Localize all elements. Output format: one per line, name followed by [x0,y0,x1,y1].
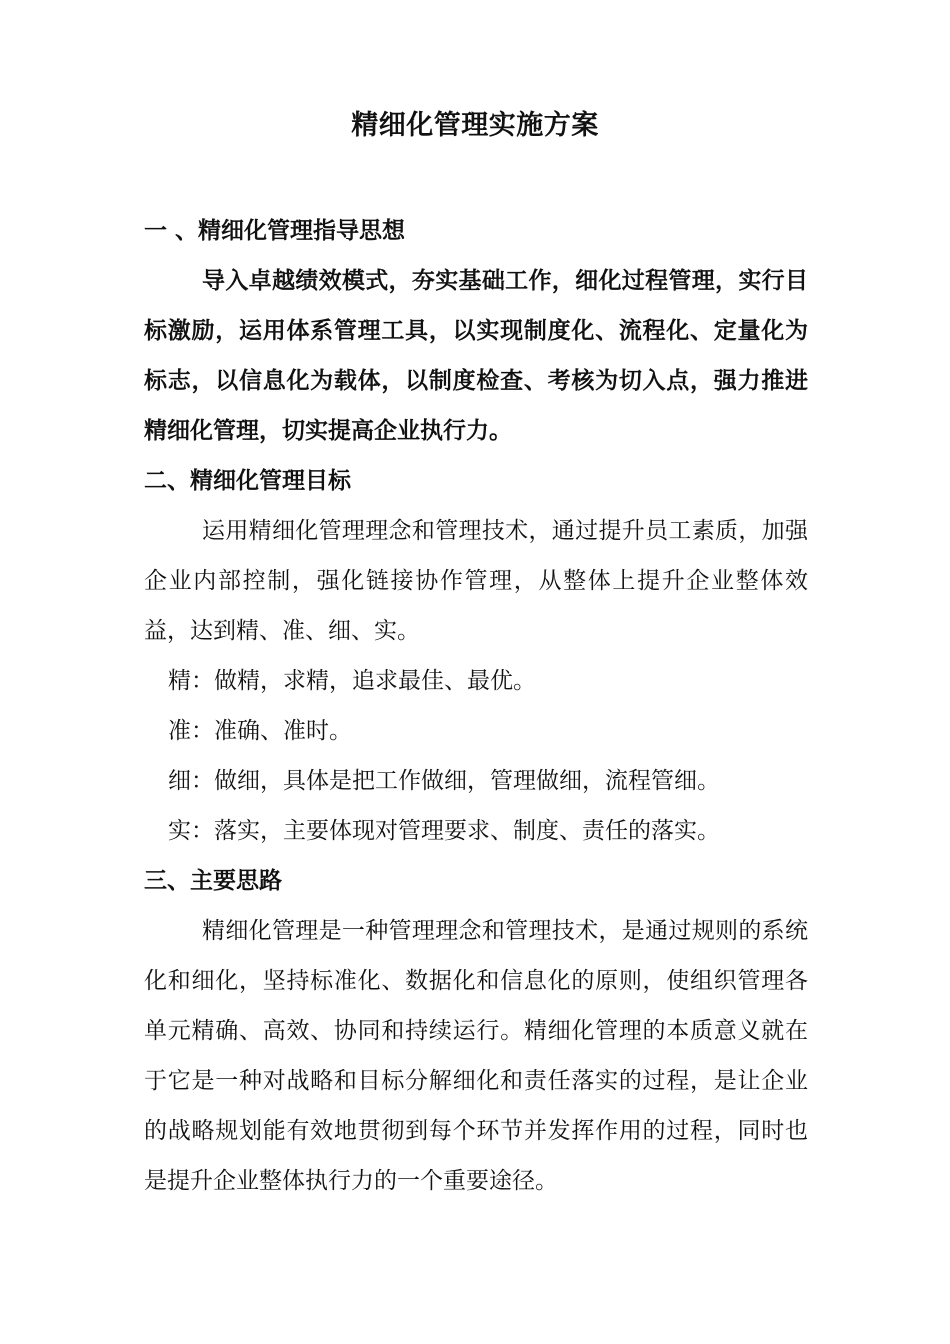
definition-item-zhun: 准：准确、准时。 [168,718,352,744]
section-paragraph-main-approach: 精细化管理是一种管理理念和管理技术，是通过规则的系统化和细化，坚持标准化、数据化和信息化的原则，使组织管理各单元精确、高效、协同和持续运行。精细化管理的本质意义就在于它是一种对战略和目标分解细化和责任落实的过程，是让企业的战略规划能有效地贯彻到每个环节并发挥作用的过程，同时也是提升企业整体执行力的一个重要途径。 [144,918,808,1194]
definition-item-jing: 精：做精，求精，追求最佳、最优。 [168,668,536,694]
definition-item-shi: 实：落实，主要体现对管理要求、制度、责任的落实。 [168,818,720,844]
document-body [144,206,808,1206]
section-paragraph-goals: 运用精细化管理理念和管理技术，通过提升员工素质，加强企业内部控制，强化链接协作管理，从整体上提升企业整体效益，达到精、准、细、实。 [144,518,808,644]
section-heading-main-approach: 三、主要思路 [144,868,282,894]
section-heading-goals: 二、精细化管理目标 [144,468,351,494]
document-title: 精细化管理实施方案 [351,110,599,141]
definition-item-xi: 细：做细，具体是把工作做细，管理做细，流程管细。 [168,768,720,794]
section-paragraph-guiding-thought: 导入卓越绩效模式，夯实基础工作，细化过程管理，实行目标激励，运用体系管理工具，以实现制度化、流程化、定量化为标志，以信息化为载体，以制度检查、考核为切入点，强力推进精细化管理，切实提高企业执行力。 [144,268,808,444]
section-heading-guiding-thought: 一 、精细化管理指导思想 [144,218,406,244]
